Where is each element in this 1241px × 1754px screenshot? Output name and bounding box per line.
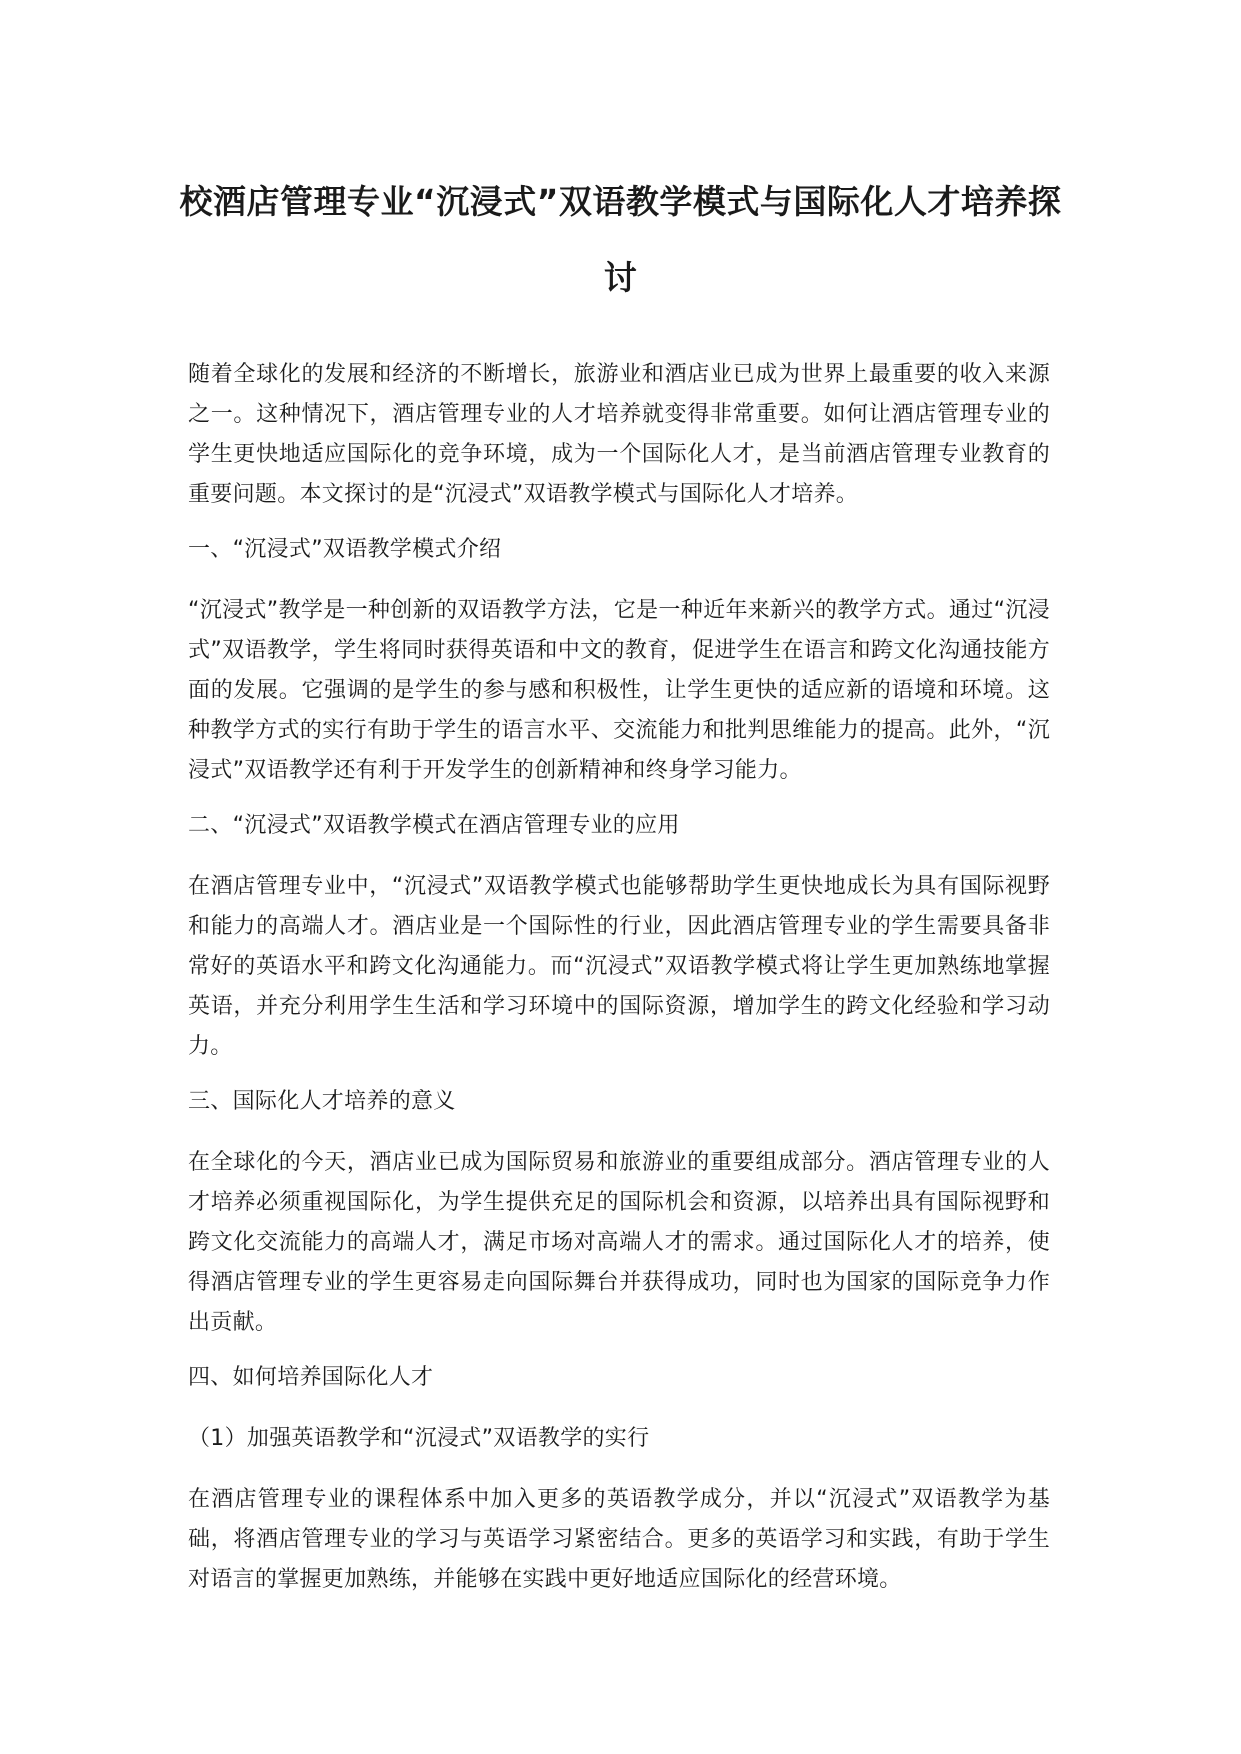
subsection-heading-4-1: （1）加强英语教学和“沉浸式”双语教学的实行 bbox=[188, 1426, 650, 1451]
section-3-paragraph: 在全球化的今天，酒店业已成为国际贸易和旅游业的重要组成部分。酒店管理专业的人才培养必须重视国际化，为学生提供充足的国际机会和资源，以培养出具有国际视野和跨文化交流能力的高端人才，满足市场对高端人才的需求。通过国际化人才的培养，使得酒店管理专业的学生更容易走向国际舞台并获得成功，同时也为国家的国际竞争力作出贡献。 bbox=[188, 1150, 1050, 1335]
section-heading-1: 一、“沉浸式”双语教学模式介绍 bbox=[188, 537, 502, 562]
document-body bbox=[188, 355, 1050, 1615]
intro-paragraph: 随着全球化的发展和经济的不断增长，旅游业和酒店业已成为世界上最重要的收入来源之一。这种情况下，酒店管理专业的人才培养就变得非常重要。如何让酒店管理专业的学生更快地适应国际化的竞争环境，成为一个国际化人才，是当前酒店管理专业教育的重要问题。本文探讨的是“沉浸式”双语教学模式与国际化人才培养。 bbox=[188, 362, 1050, 507]
section-1-paragraph: “沉浸式”教学是一种创新的双语教学方法，它是一种近年来新兴的教学方式。通过“沉浸式”双语教学，学生将同时获得英语和中文的教育，促进学生在语言和跨文化沟通技能方面的发展。它强调的是学生的参与感和积极性，让学生更快的适应新的语境和环境。这种教学方式的实行有助于学生的语言水平、交流能力和批判思维能力的提高。此外，“沉浸式”双语教学还有利于开发学生的创新精神和终身学习能力。 bbox=[188, 598, 1050, 783]
section-heading-2: 二、“沉浸式”双语教学模式在酒店管理专业的应用 bbox=[188, 813, 680, 838]
document-title: 校酒店管理专业“沉浸式”双语教学模式与国际化人才培养探讨 bbox=[179, 182, 1062, 297]
section-2-paragraph: 在酒店管理专业中，“沉浸式”双语教学模式也能够帮助学生更快地成长为具有国际视野和能力的高端人才。酒店业是一个国际性的行业，因此酒店管理专业的学生需要具备非常好的英语水平和跨文化沟通能力。而“沉浸式”双语教学模式将让学生更加熟练地掌握英语，并充分利用学生生活和学习环境中的国际资源，增加学生的跨文化经验和学习动力。 bbox=[188, 874, 1050, 1059]
section-heading-4: 四、如何培养国际化人才 bbox=[188, 1365, 434, 1390]
section-heading-3: 三、国际化人才培养的意义 bbox=[188, 1089, 456, 1114]
subsection-4-1-paragraph: 在酒店管理专业的课程体系中加入更多的英语教学成分，并以“沉浸式”双语教学为基础，将酒店管理专业的学习与英语学习紧密结合。更多的英语学习和实践，有助于学生对语言的掌握更加熟练，并能够在实践中更好地适应国际化的经营环境。 bbox=[188, 1487, 1050, 1592]
